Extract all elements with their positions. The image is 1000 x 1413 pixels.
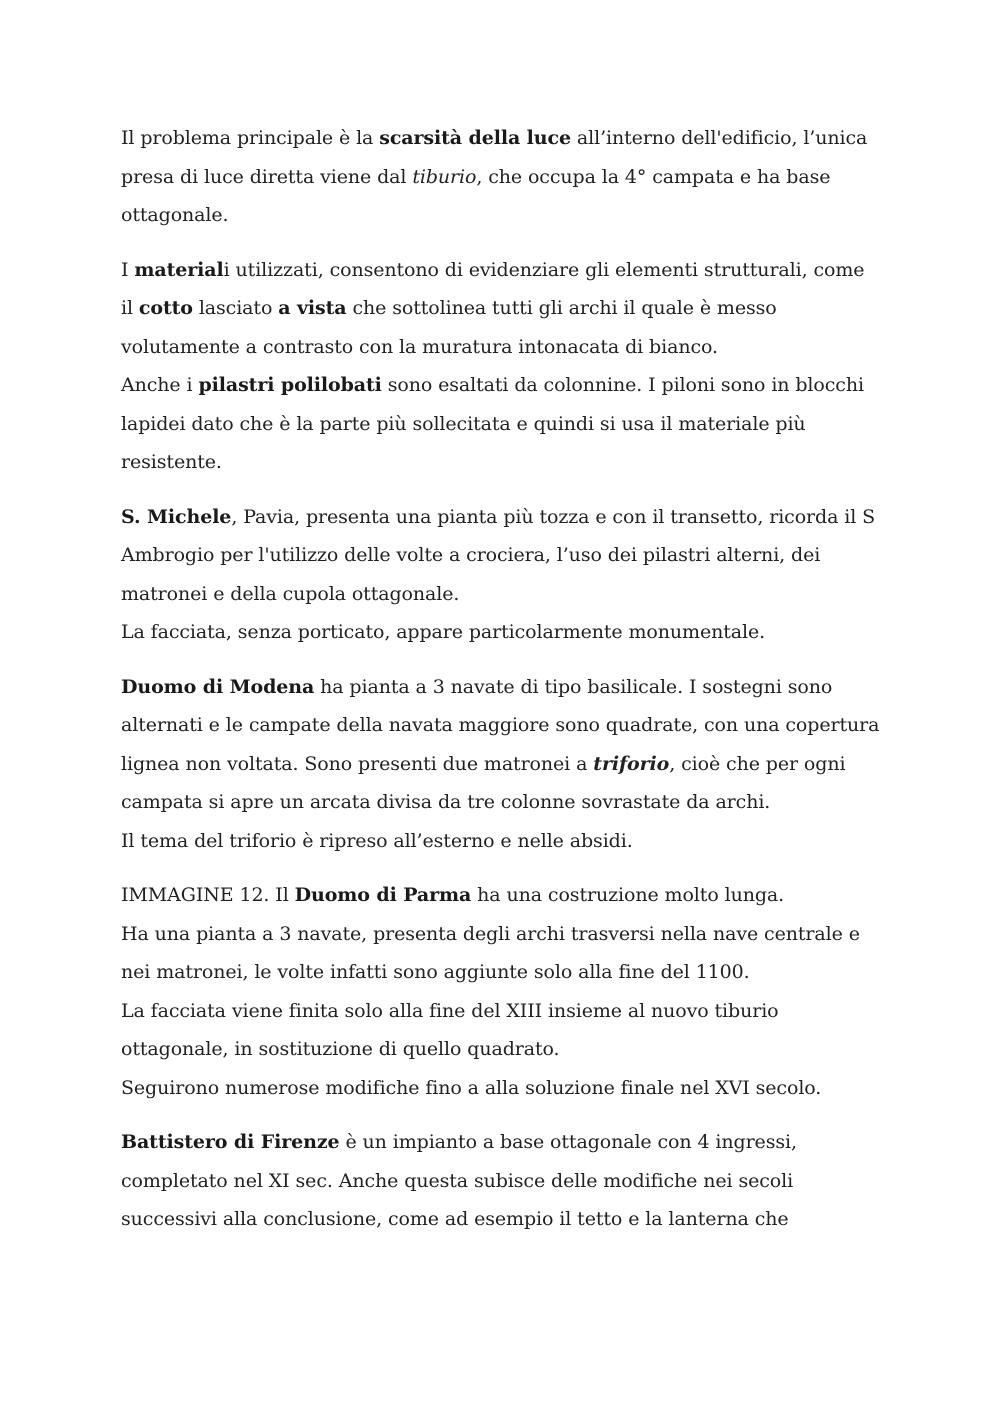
- text-run: Il tema del triforio è ripreso all’esterno e nelle absidi.: [121, 829, 633, 852]
- paragraph: [121, 251, 880, 482]
- bold-term: Duomo di Parma: [294, 884, 472, 906]
- text-line: [121, 405, 880, 444]
- text-run: i utilizzati, consentono di evidenziare gli elementi strutturali, come: [223, 258, 865, 281]
- paragraph: [121, 119, 880, 235]
- text-run: all’interno dell'edificio, l’unica: [570, 127, 868, 149]
- text-run: il: [121, 297, 139, 319]
- italic-term: tiburio: [412, 165, 477, 188]
- text-run: alternati e le campate della navata maggiore sono quadrate, con una copertura: [121, 714, 880, 736]
- bold-term: material: [134, 258, 224, 281]
- text-run: lasciato: [192, 297, 279, 319]
- text-run: Il problema principale è la: [121, 127, 380, 149]
- text-line: [121, 366, 880, 405]
- bold-term: a vista: [278, 297, 347, 319]
- text-line: [121, 1200, 880, 1239]
- text-line: [121, 613, 880, 652]
- text-line: [121, 196, 880, 235]
- text-run: successivi alla conclusione, come ad esempio il tetto e la lanterna che: [121, 1208, 789, 1230]
- document-body: [121, 119, 880, 1239]
- text-line: [121, 953, 880, 992]
- bold-term: S. Michele: [121, 505, 232, 528]
- text-line: [121, 706, 880, 745]
- text-line: [121, 119, 880, 158]
- paragraph: [121, 876, 880, 1107]
- bold-term: scarsità della luce: [379, 127, 571, 149]
- text-run: Ambrogio per l'utilizzo delle volte a crociera, l’uso dei pilastri alterni, dei: [121, 544, 821, 566]
- text-run: , che occupa la 4° campata e ha base: [476, 165, 831, 188]
- text-line: [121, 443, 880, 482]
- text-run: sono esaltati da colonnine. I piloni sono in blocchi: [381, 374, 864, 396]
- text-run: presa di luce diretta viene dal: [121, 165, 413, 188]
- bold-term: pilastri polilobati: [198, 374, 382, 396]
- text-run: resistente.: [121, 451, 222, 473]
- text-line: [121, 251, 880, 290]
- text-run: ha pianta a 3 navate di tipo basilicale. I sostegni sono: [314, 675, 833, 698]
- text-run: nei matronei, le volte infatti sono aggiunte solo alla fine del 1100.: [121, 961, 750, 983]
- text-line: [121, 328, 880, 367]
- text-run: lapidei dato che è la parte più sollecitata e quindi si usa il materiale più: [121, 412, 806, 435]
- text-run: I: [121, 258, 135, 281]
- text-line: [121, 575, 880, 614]
- text-run: matronei e della cupola ottagonale.: [121, 582, 460, 605]
- text-line: [121, 158, 880, 197]
- text-run: La facciata, senza porticato, appare particolarmente monumentale.: [121, 621, 766, 643]
- text-run: Anche i: [121, 374, 199, 396]
- text-line: [121, 498, 880, 537]
- text-line: [121, 668, 880, 707]
- text-run: ottagonale.: [121, 204, 229, 226]
- text-line: [121, 289, 880, 328]
- text-line: [121, 1162, 880, 1201]
- text-run: è un impianto a base ottagonale con 4 ingressi,: [339, 1131, 797, 1153]
- text-line: [121, 1069, 880, 1108]
- text-run: , Pavia, presenta una pianta più tozza e con il transetto, ricorda il S: [231, 505, 876, 528]
- text-run: IMMAGINE 12. Il: [121, 884, 295, 906]
- text-line: [121, 536, 880, 575]
- text-line: [121, 876, 880, 915]
- text-line: [121, 783, 880, 822]
- text-line: [121, 915, 880, 954]
- text-run: che sottolinea tutti gli archi il quale è messo: [346, 297, 777, 319]
- text-line: [121, 1030, 880, 1069]
- text-run: , cioè che per ogni: [669, 752, 846, 775]
- bold-term: Duomo di Modena: [121, 675, 315, 698]
- text-run: lignea non voltata. Sono presenti due matronei a: [121, 752, 594, 775]
- bold-term: triforio: [593, 752, 670, 775]
- paragraph: [121, 498, 880, 652]
- text-run: ha una costruzione molto lunga.: [471, 884, 785, 906]
- text-line: [121, 745, 880, 784]
- text-run: campata si apre un arcata divisa da tre colonne sovrastate da archi.: [121, 791, 771, 813]
- bold-term: Battistero di Firenze: [121, 1131, 340, 1153]
- bold-term: cotto: [138, 297, 193, 319]
- text-line: [121, 822, 880, 861]
- text-line: [121, 1123, 880, 1162]
- text-run: volutamente a contrasto con la muratura intonacata di bianco.: [121, 335, 718, 358]
- paragraph: [121, 668, 880, 861]
- text-run: Ha una pianta a 3 navate, presenta degli archi trasversi nella nave centrale e: [121, 922, 860, 945]
- text-run: Seguirono numerose modifiche fino a alla soluzione finale nel XVI secolo.: [121, 1076, 822, 1099]
- text-line: [121, 992, 880, 1031]
- text-run: ottagonale, in sostituzione di quello quadrato.: [121, 1038, 560, 1060]
- text-run: completato nel XI sec. Anche questa subisce delle modifiche nei secoli: [121, 1169, 794, 1192]
- text-run: La facciata viene finita solo alla fine del XIII insieme al nuovo tiburio: [121, 999, 779, 1022]
- paragraph: [121, 1123, 880, 1239]
